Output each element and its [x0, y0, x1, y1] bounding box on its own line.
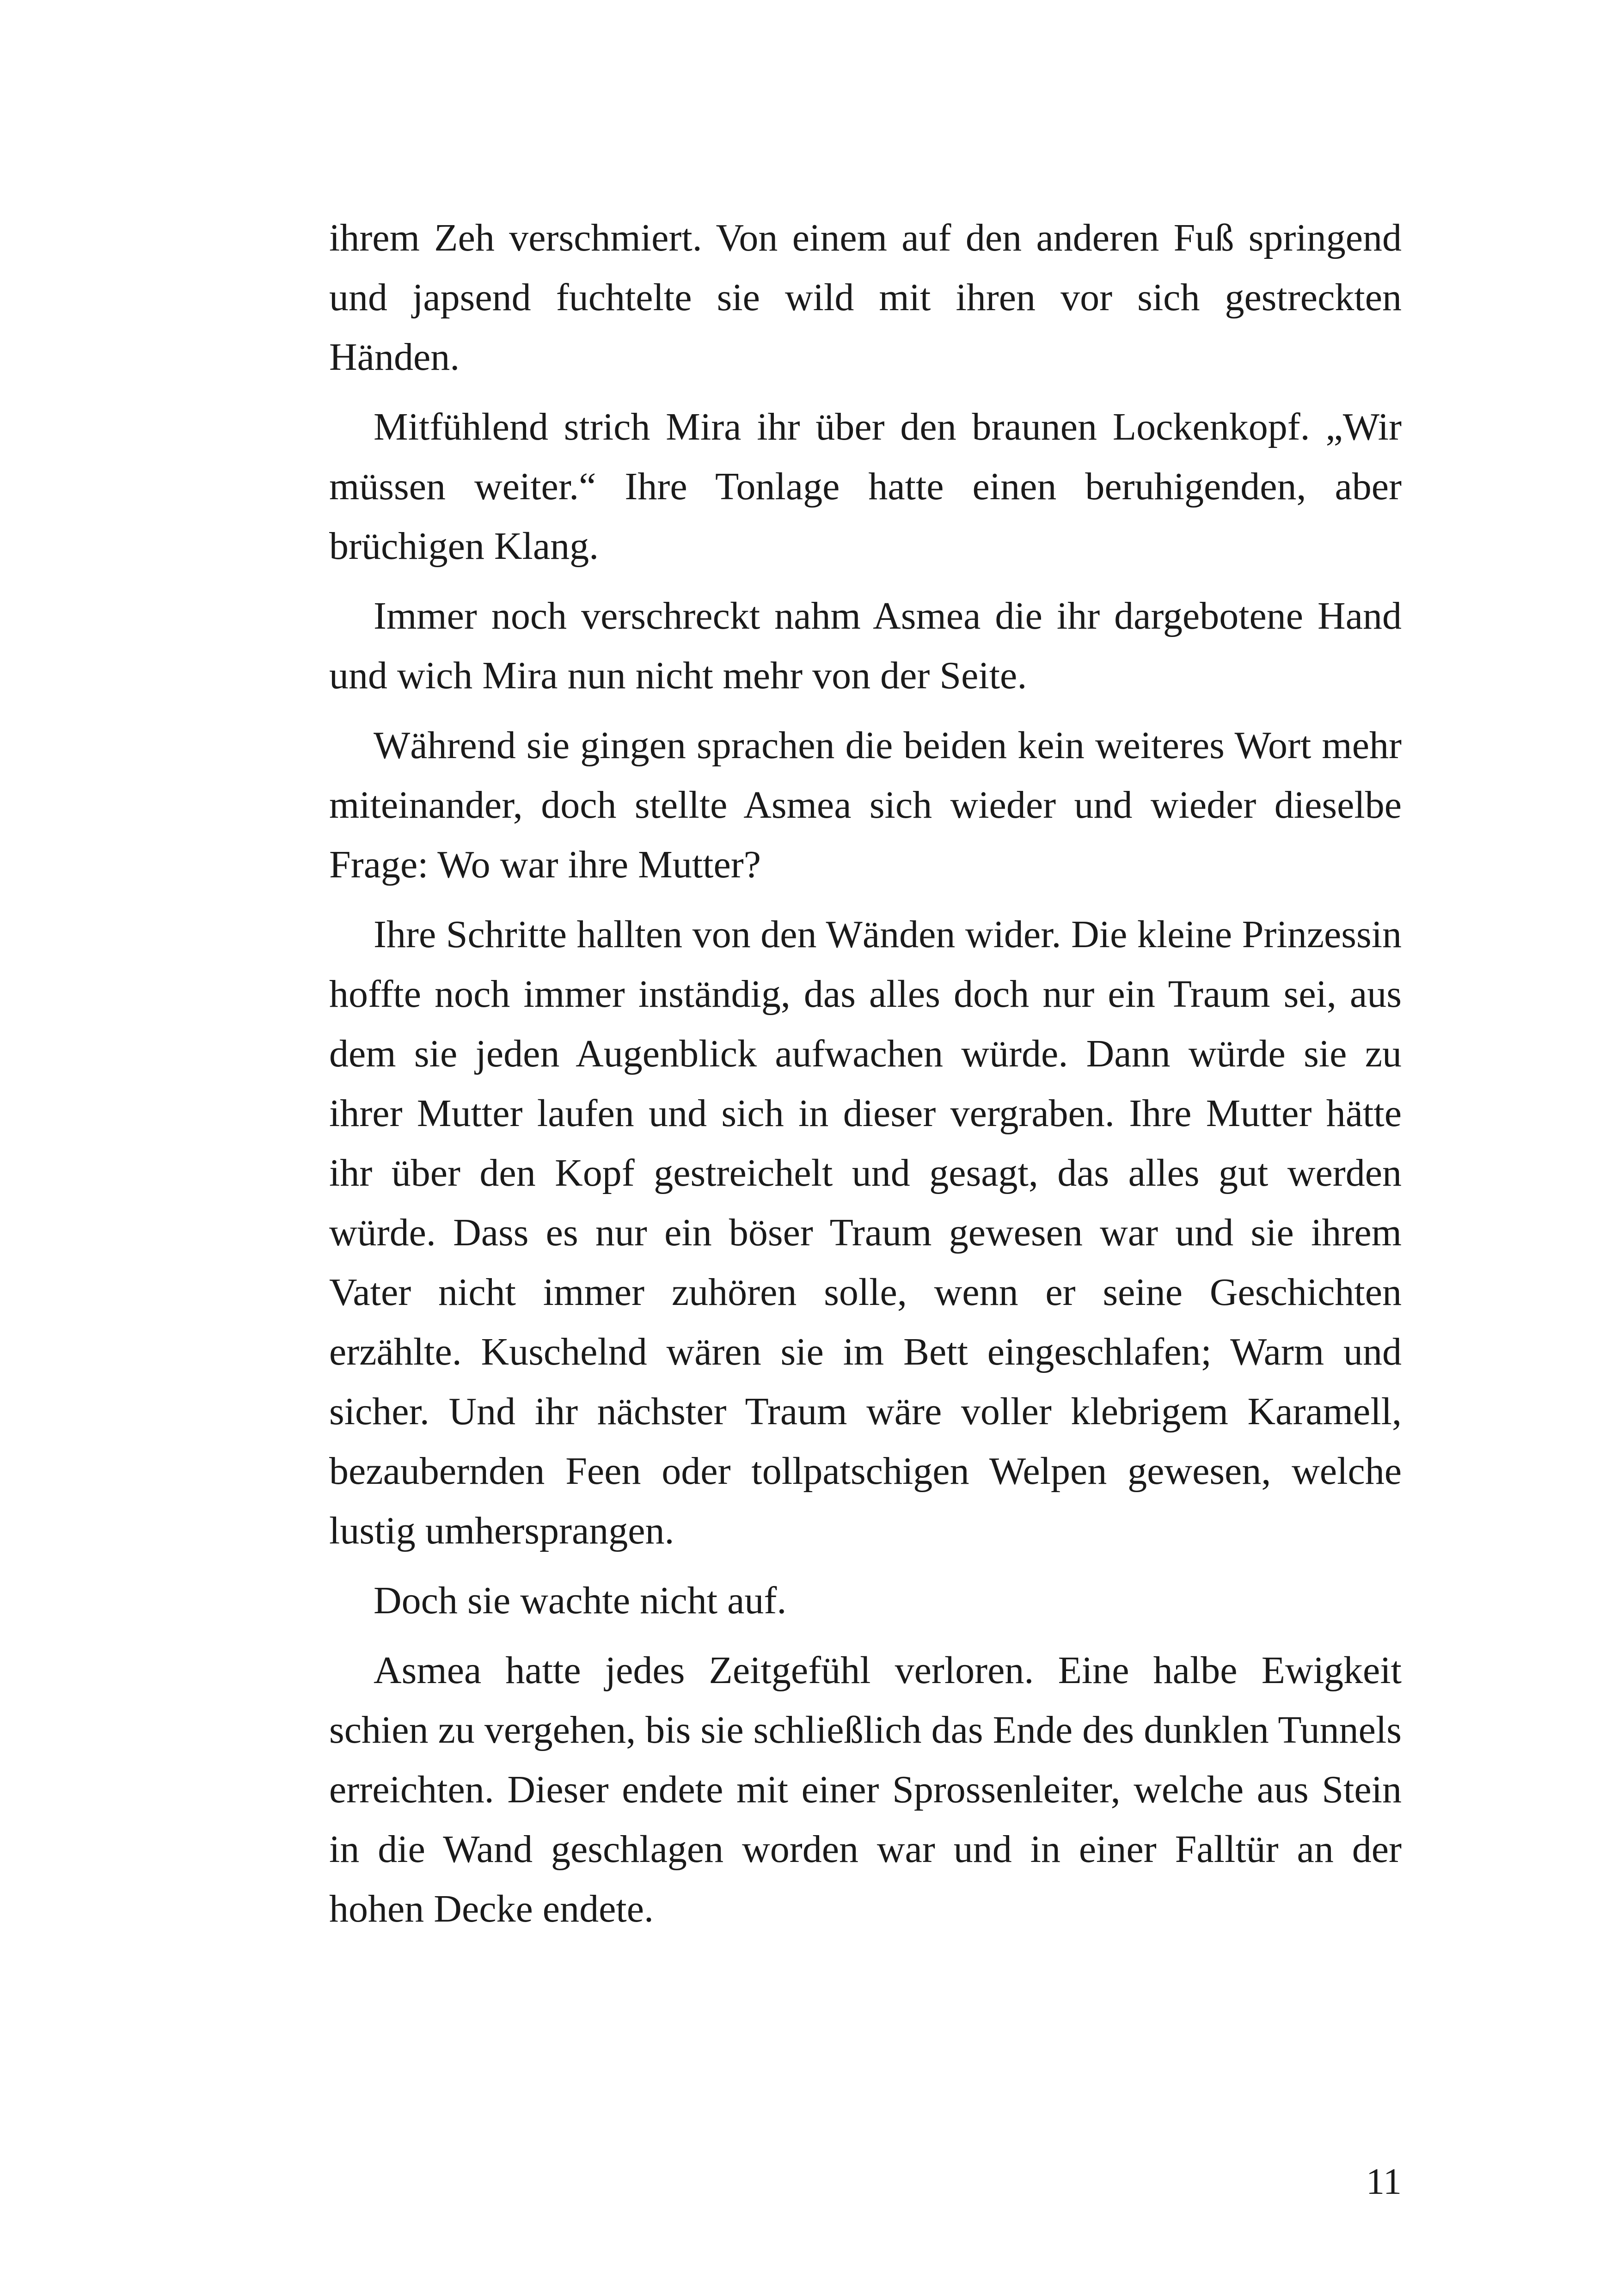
- paragraph: Immer noch verschreckt nahm Asmea die ihr dargebotene Hand und wich Mira nun nicht mehr von der Seite.: [329, 594, 1402, 697]
- body-text: [329, 208, 1402, 1939]
- paragraph: ihrem Zeh verschmiert. Von einem auf den anderen Fuß springend und japsend fuchtelte sie wild mit ihren vor sich gestreckten Händen.: [329, 216, 1402, 379]
- paragraph: Während sie gingen sprachen die beiden kein weiteres Wort mehr miteinander, doch stellte Asmea sich wieder und wieder dieselbe Frage: Wo war ihre Mutter?: [329, 724, 1402, 886]
- paragraph: Ihre Schritte hallten von den Wänden wider. Die kleine Prinzessin hoffte noch immer inständig, das alles doch nur ein Traum sei, aus dem sie jeden Augenblick aufwachen würde. Dann würde sie zu ihrer Mutter laufen und sich in dieser vergraben. Ihre Mutter hätte ihr über den Kopf gestreichelt und gesagt, das alles gut werden würde. Dass es nur ein böser Traum gewesen war und sie ihrem Vater nicht immer zuhören solle, wenn er seine Geschichten erzählte. Kuschelnd wären sie im Bett eingeschlafen; Warm und sicher. Und ihr nächster Traum wäre voller klebrigem Karamell, bezaubernden Feen oder tollpatschigen Welpen gewesen, welche lustig umhersprangen.: [329, 913, 1402, 1552]
- paragraph: Asmea hatte jedes Zeitgefühl verloren. Eine halbe Ewigkeit schien zu vergehen, bis sie schließlich das Ende des dunklen Tunnels erreichten. Dieser endete mit einer Sprossenleiter, welche aus Stein in die Wand geschlagen worden war und in einer Falltür an der hohen Decke endete.: [329, 1649, 1402, 1930]
- paragraph: Doch sie wachte nicht auf.: [374, 1579, 787, 1622]
- paragraph: Mitfühlend strich Mira ihr über den braunen Lockenkopf. „Wir müssen weiter.“ Ihre Tonlage hatte einen beruhigenden, aber brüchigen Klang.: [329, 405, 1402, 568]
- page-number: 11: [1366, 2161, 1402, 2202]
